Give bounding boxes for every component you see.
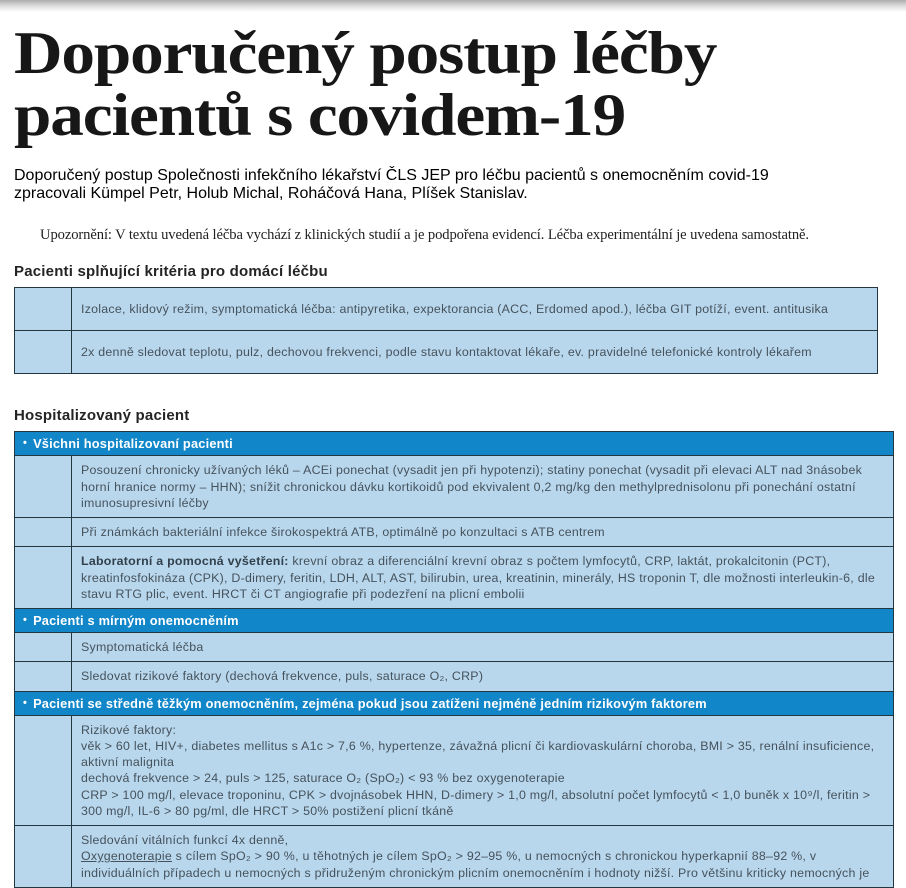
table-row <box>15 517 893 546</box>
group-header-all-hospitalized <box>15 432 893 455</box>
table-row <box>15 661 893 690</box>
article-title-line2: pacientů s covidem-19 <box>14 82 626 149</box>
row-left-cell <box>15 633 72 661</box>
row-left-cell <box>15 547 72 608</box>
table-row <box>15 715 893 826</box>
section-hospital-heading: Hospitalizovaný pacient <box>14 407 190 425</box>
oxygen-therapy-text: s cílem SpO₂ > 90 %, u těhotných je cílem SpO₂ > 92–95 %, u nemocných s chronickou hyperkapnií 88–92 %, v individuálních případech u nemocných s přidruženým chronickým plicním onemocněním i hodnoty nižší. Pro většinu kriticky nemocných je <box>81 849 870 880</box>
row-left-cell <box>15 456 72 517</box>
bullet-icon: • <box>23 437 28 450</box>
bullet-icon: • <box>23 614 28 627</box>
row-text: Symptomatická léčba <box>81 640 204 655</box>
row-text <box>72 826 893 887</box>
byline-line2: zpracovali Kümpel Petr, Holub Michal, Roháčová Hana, Plíšek Stanislav. <box>14 184 528 202</box>
oxygen-therapy-term: Oxygenoterapie <box>81 849 172 864</box>
home-care-table <box>14 287 878 375</box>
row-left-cell <box>15 716 72 826</box>
section-home-care-heading: Pacienti splňující kritéria pro domácí léčbu <box>14 262 328 280</box>
notice-text: Upozornění: V textu uvedená léčba vychází z klinických studií a je podpořena evidencí. Léčba experimentální je uvedena samostatně. <box>40 226 809 243</box>
table-row <box>15 825 893 887</box>
row-left-cell <box>15 518 72 546</box>
row-text: Posouzení chronicky užívaných léků – ACEi ponechat (vysadit jen při hypotenzi); statiny ponechat (vysadit při elevaci ALT nad 3násobek horní hranice normy – HHN); snížit chronickou dávku kortikoidů pod ekvivalent 0,2 mg/kg den methylprednisolonu při ponechání ostatní imunosupresivní léčby <box>81 463 863 510</box>
row-text: Při známkách bakteriální infekce širokospektrá ATB, optimálně po konzultaci s ATB centrem <box>81 525 605 540</box>
row-left-cell <box>15 331 72 373</box>
table-row <box>15 455 893 517</box>
row-bold-label: Laboratorní a pomocná vyšetření: <box>81 554 289 569</box>
bullet-icon: • <box>23 696 28 709</box>
table-row <box>15 330 877 373</box>
group-header-mild-illness <box>15 608 893 632</box>
group-header-label: Pacienti s mírným onemocněním <box>33 613 239 629</box>
row-text-body: krevní obraz a diferenciální krevní obraz s počtem lymfocytů, CRP, laktát, prokalcitonin (PCT), kreatinfosfokináza (CPK), D-dimery, feritin, LDH, ALT, AST, bilirubin, urea, kreatinin, minerály, HS troponin T, dle možnosti interleukin-6, dle stavu RTG plic, event. HRCT či CT angiografie při podezření na plicní embolii <box>81 554 875 601</box>
row-left-cell <box>15 826 72 887</box>
group-header-moderate-illness <box>15 691 893 715</box>
page-top-shadow <box>0 0 906 12</box>
risk-factors-line: CRP > 100 mg/l, elevace troponinu, CPK > dvojnásobek HHN, D-dimery > 1,0 mg/l, absolutní počet lymfocytů < 1,0 buněk x 10⁹/l, feritin > 300 mg/l, IL-6 > 80 pg/ml, dle HRCT > 50% postižení plicní tkáně <box>81 787 871 818</box>
risk-factors-line: Rizikové faktory: <box>81 722 177 737</box>
row-text <box>72 716 893 826</box>
row-left-cell <box>15 662 72 690</box>
risk-factors-line: věk > 60 let, HIV+, diabetes mellitus s A1c > 7,6 %, hypertenze, závažná plicní či kardiovaskulární choroba, BMI > 35, renální insuficience, aktivní malignita <box>81 738 875 770</box>
hospital-table <box>14 431 894 888</box>
article-title <box>14 22 906 147</box>
table-row <box>15 288 877 330</box>
vital-functions-line: Sledování vitálních funkcí 4x denně, <box>81 833 289 848</box>
article-title-line1: Doporučený postup léčby <box>14 20 717 86</box>
risk-factors-line: dechová frekvence > 24, puls > 125, saturace O₂ (SpO₂) < 93 % bez oxygenoterapie <box>81 771 565 786</box>
byline-line1: Doporučený postup Společnosti infekčního lékařství ČLS JEP pro léčbu pacientů s onemocněním covid-19 <box>14 166 769 184</box>
group-header-label: Pacienti se středně těžkým onemocněním, zejména pokud jsou zatíženi nejméně jedním rizikovým faktorem <box>33 695 707 711</box>
row-text: Izolace, klidový režim, symptomatická léčba: antipyretika, expektorancia (ACC, Erdomed apod.), léčba GIT potíží, event. antitusika <box>81 301 829 316</box>
table-row <box>15 632 893 661</box>
row-text <box>72 547 893 608</box>
table-row <box>15 546 893 608</box>
row-text: 2x denně sledovat teplotu, pulz, dechovou frekvenci, podle stavu kontaktovat lékaře, ev. pravidelné telefonické kontroly lékařem <box>81 345 812 360</box>
oxygen-therapy-line <box>81 848 881 881</box>
row-text: Sledovat rizikové faktory (dechová frekvence, puls, saturace O₂, CRP) <box>81 669 484 684</box>
group-header-label: Všichni hospitalizovaní pacienti <box>33 436 233 452</box>
document-page <box>0 22 906 888</box>
row-left-cell <box>15 288 72 330</box>
